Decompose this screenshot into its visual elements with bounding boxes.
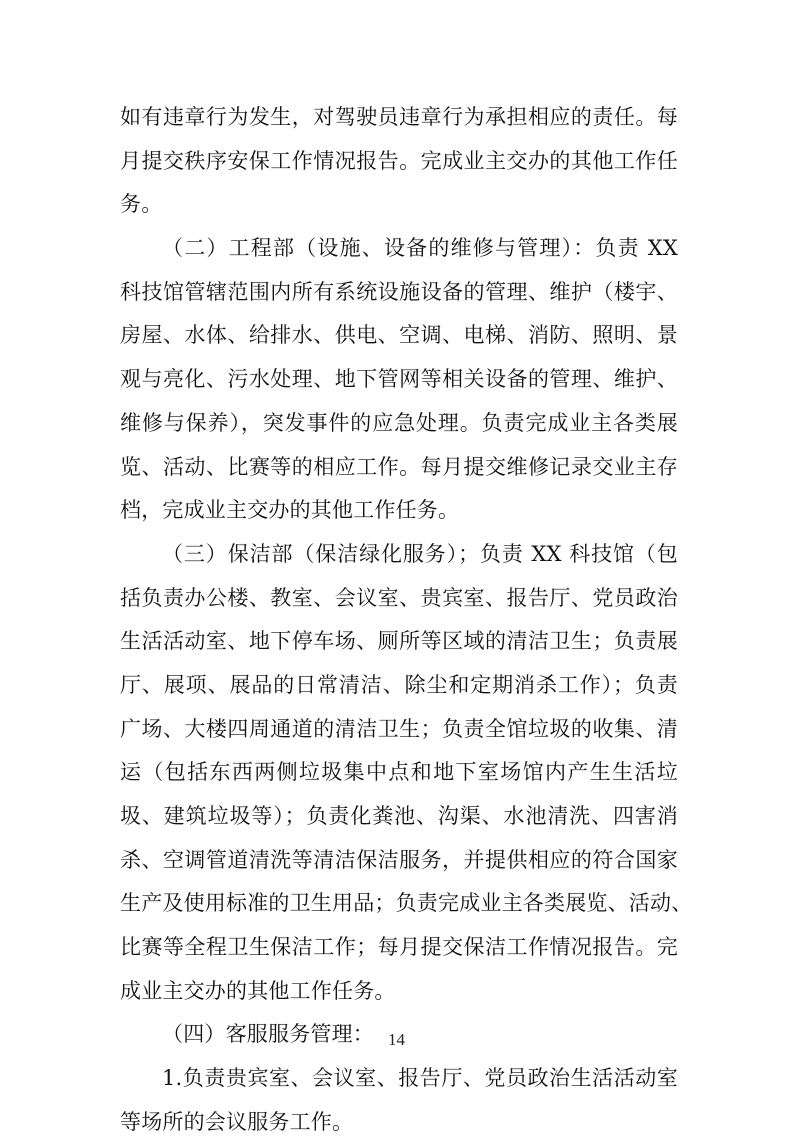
text-line: 括负责办公楼、教室、会议室、贵宾室、报告厅、党员政治	[120, 585, 678, 610]
text-line: 档，完成业主交办的其他工作任务。	[120, 498, 460, 523]
text-line: 如有违章行为发生，对驾驶员违章行为承担相应的责任。每	[120, 105, 678, 129]
text-line: 杀、空调管道清洗等清洁保洁服务，并提供相应的符合国家	[120, 847, 678, 872]
text-line: 广场、大楼四周通道的清洁卫生；负责全馆垃圾的收集、清	[120, 716, 678, 741]
text-line: 务。	[120, 192, 163, 217]
page-number: 14	[388, 1030, 405, 1049]
text-line: 月提交秩序安保工作情况报告。完成业主交办的其他工作任	[120, 148, 678, 173]
text-line: 维修与保养），突发事件的应急处理。负责完成业主各类展	[120, 410, 678, 435]
text-line: 览、活动、比赛等的相应工作。每月提交维修记录交业主存	[120, 454, 678, 479]
text-line: 厅、展项、展品的日常清洁、除尘和定期消杀工作）；负责	[120, 672, 678, 697]
text-line: 房屋、水体、给排水、供电、空调、电梯、消防、照明、景	[120, 323, 678, 348]
section-heading-customer-service: （四）客服服务管理：	[162, 1022, 374, 1047]
text-line: 科技馆管辖范围内所有系统设施设备的管理、维护（楼宇、	[120, 279, 678, 304]
text-line: 生产及使用标准的卫生用品；负责完成业主各类展览、活动、	[120, 891, 693, 916]
text-line: 等场所的会议服务工作。	[120, 1109, 354, 1134]
text-line: 生活活动室、地下停车场、厕所等区域的清洁卫生；负责展	[120, 629, 678, 654]
text-line: 圾、建筑垃圾等）；负责化粪池、沟渠、水池清洗、四害消	[120, 804, 678, 828]
text-line: 运（包括东西两侧垃圾集中点和地下室场馆内产生生活垃	[120, 760, 678, 785]
section-heading-cleaning: （三）保洁部（保洁绿化服务）；负责 XX 科技馆（包	[162, 541, 678, 566]
body-text	[120, 96, 693, 1145]
text-line: 比赛等全程卫生保洁工作；每月提交保洁工作情况报告。完	[120, 935, 678, 960]
list-item: 1.负责贵宾室、会议室、报告厅、党员政治生活活动室	[162, 1066, 678, 1091]
section-heading-engineering: （二）工程部（设施、设备的维修与管理）：负责 XX	[162, 236, 678, 261]
text-line: 成业主交办的其他工作任务。	[120, 978, 396, 1003]
text-line: 观与亮化、污水处理、地下管网等相关设备的管理、维护、	[120, 367, 678, 392]
